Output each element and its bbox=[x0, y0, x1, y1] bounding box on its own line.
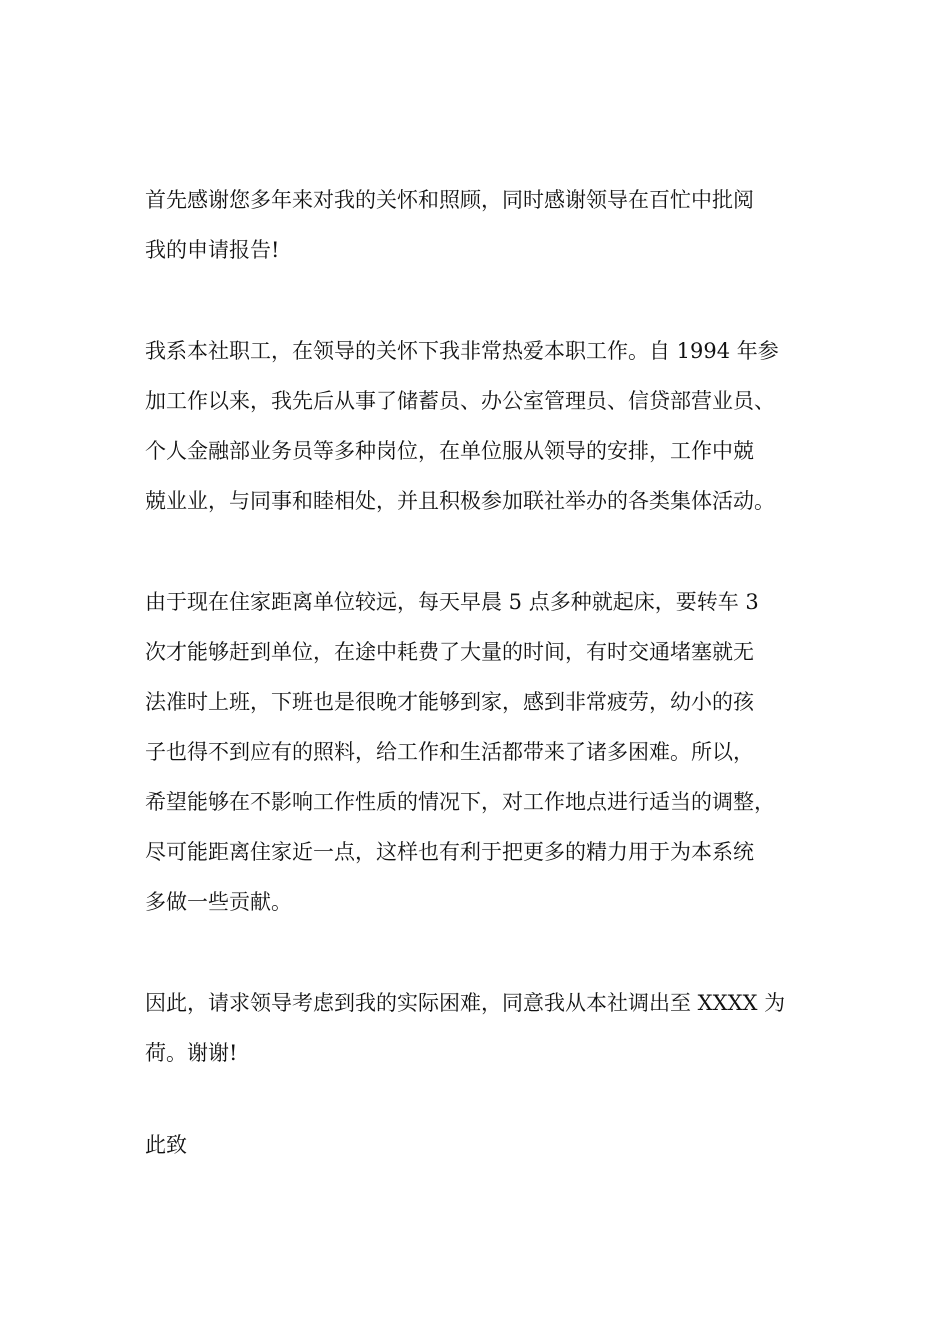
paragraph-3-line-2: 次才能够赶到单位，在途中耗费了大量的时间，有时交通堵塞就无 bbox=[145, 640, 754, 664]
paragraph-4-line-2: 荷。谢谢! bbox=[145, 1041, 238, 1065]
paragraph-3-line-1: 由于现在住家距离单位较远，每天早晨 5 点多种就起床，要转车 3 bbox=[145, 590, 759, 614]
paragraph-3-line-4: 子也得不到应有的照料，给工作和生活都带来了诸多困难。所以， bbox=[145, 740, 754, 764]
paragraph-3-line-6: 尽可能距离住家近一点，这样也有利于把更多的精力用于为本系统 bbox=[145, 840, 754, 864]
paragraph-3-line-5: 希望能够在不影响工作性质的情况下，对工作地点进行适当的调整， bbox=[145, 790, 775, 814]
paragraph-2-line-2: 加工作以来，我先后从事了储蓄员、办公室管理员、信贷部营业员、 bbox=[145, 389, 775, 413]
paragraph-1-line-1: 首先感谢您多年来对我的关怀和照顾，同时感谢领导在百忙中批阅 bbox=[145, 188, 754, 212]
paragraph-3-line-3: 法准时上班，下班也是很晚才能够到家，感到非常疲劳，幼小的孩 bbox=[145, 690, 754, 714]
closing-salutation: 此致 bbox=[145, 1133, 187, 1157]
paragraph-3-line-7: 多做一些贡献。 bbox=[145, 890, 292, 914]
paragraph-4-line-1: 因此，请求领导考虑到我的实际困难，同意我从本社调出至 XXXX 为 bbox=[145, 991, 786, 1015]
paragraph-1-line-2: 我的申请报告! bbox=[145, 238, 280, 262]
paragraph-2-line-3: 个人金融部业务员等多种岗位，在单位服从领导的安排，工作中兢 bbox=[145, 439, 754, 463]
paragraph-2-line-1: 我系本社职工，在领导的关怀下我非常热爱本职工作。自 1994 年参 bbox=[145, 339, 779, 363]
paragraph-2-line-4: 兢业业，与同事和睦相处，并且积极参加联社举办的各类集体活动。 bbox=[145, 489, 775, 513]
